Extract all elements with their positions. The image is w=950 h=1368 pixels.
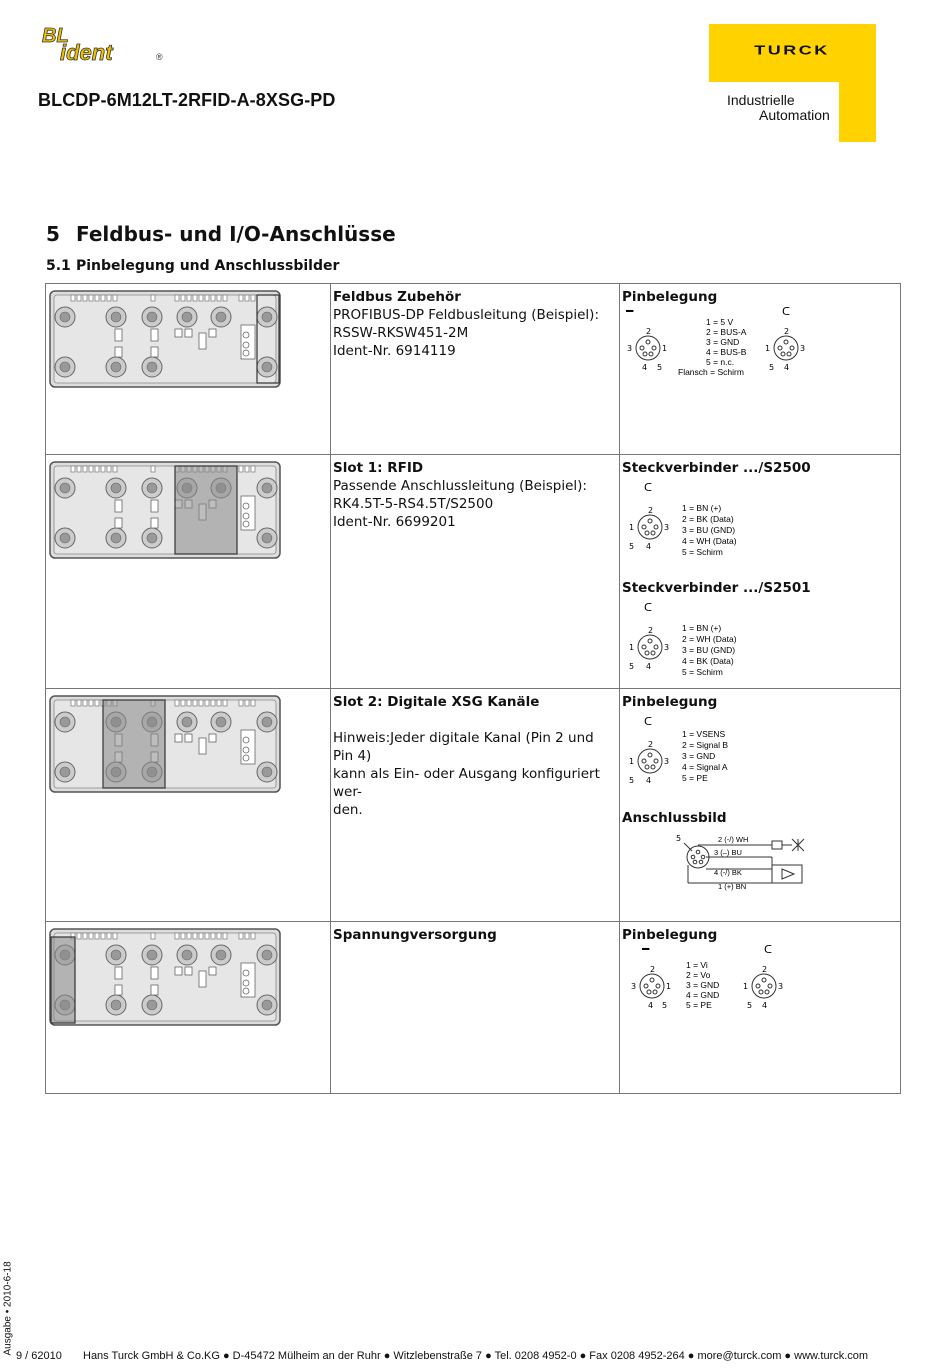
svg-text:3 = GND: 3 = GND xyxy=(706,337,740,347)
pinout-cell xyxy=(620,922,901,1094)
svg-text:5 = PE: 5 = PE xyxy=(682,773,708,783)
svg-text:1 = BN (+): 1 = BN (+) xyxy=(682,503,722,513)
svg-text:4: 4 xyxy=(762,1001,768,1010)
svg-text:4: 4 xyxy=(784,363,790,372)
svg-text:4 = BK (Data): 4 = BK (Data) xyxy=(682,656,734,666)
device-drawing-power xyxy=(49,927,283,1027)
svg-text:4: 4 xyxy=(646,542,652,551)
brand-tagline-1: Industrielle xyxy=(727,92,795,108)
turck-logo-text: TURCK xyxy=(754,43,830,58)
device-image-cell xyxy=(46,922,331,1094)
row-title: Slot 2: Digitale XSG Kanäle xyxy=(333,694,540,710)
female-plug-icon: ᑕ xyxy=(782,306,791,318)
svg-text:4 = GND: 4 = GND xyxy=(686,990,720,1000)
svg-text:1 (+) BN: 1 (+) BN xyxy=(718,882,747,891)
svg-text:5 = PE: 5 = PE xyxy=(686,1000,712,1010)
svg-text:3: 3 xyxy=(664,523,670,532)
svg-text:1 = 5 V: 1 = 5 V xyxy=(706,317,734,327)
svg-text:5: 5 xyxy=(629,542,635,551)
female-plug-icon: ᑕ xyxy=(644,601,653,614)
table-row xyxy=(46,455,901,689)
svg-text:3: 3 xyxy=(627,344,633,353)
svg-text:2: 2 xyxy=(648,506,654,515)
device-image-cell xyxy=(46,284,331,455)
row-line: kann als Ein- oder Ausgang konfiguriert wer- xyxy=(333,766,600,800)
svg-text:5: 5 xyxy=(747,1001,753,1010)
turck-logo-tail xyxy=(839,82,876,142)
device-image-cell xyxy=(46,455,331,689)
svg-text:3: 3 xyxy=(631,982,637,991)
svg-text:1 = Vi: 1 = Vi xyxy=(686,960,708,970)
svg-text:5: 5 xyxy=(769,363,775,372)
edition-date: Ausgabe • 2010-6-18 xyxy=(2,1261,14,1356)
row-line: RSSW-RKSW451-2M xyxy=(333,325,469,341)
pinout-title: Pinbelegung xyxy=(622,927,718,943)
svg-text:2 = Vo: 2 = Vo xyxy=(686,970,711,980)
pinout-title: Pinbelegung xyxy=(622,694,718,710)
table-row xyxy=(46,922,901,1094)
svg-text:4 = BUS-B: 4 = BUS-B xyxy=(706,347,747,357)
svg-text:4 = WH (Data): 4 = WH (Data) xyxy=(682,536,737,546)
svg-text:1: 1 xyxy=(666,982,672,991)
svg-text:2 = BK (Data): 2 = BK (Data) xyxy=(682,514,734,524)
svg-text:Flansch = Schirm: Flansch = Schirm xyxy=(678,367,744,376)
svg-text:2: 2 xyxy=(648,740,654,749)
row-line: Passende Anschlussleitung (Beispiel): xyxy=(333,478,587,494)
page-number: 9 / 62010 xyxy=(16,1350,62,1362)
svg-text:1 = BN (+): 1 = BN (+) xyxy=(682,623,722,633)
male-plug-icon: ━ xyxy=(626,306,634,318)
svg-text:5: 5 xyxy=(676,834,682,843)
pinout-title: Anschlussbild xyxy=(622,810,727,826)
female-plug-icon: ᑕ xyxy=(764,944,773,956)
svg-text:ident: ident xyxy=(60,40,113,65)
svg-text:3 = BU (GND): 3 = BU (GND) xyxy=(682,645,736,655)
row-line: Ident-Nr. 6699201 xyxy=(333,514,456,530)
svg-text:5 = Schirm: 5 = Schirm xyxy=(682,667,723,677)
svg-text:3: 3 xyxy=(664,643,670,652)
row-title: Slot 1: RFID xyxy=(333,460,424,476)
pinout-diagram-xsg xyxy=(622,711,822,791)
svg-text:2: 2 xyxy=(650,965,656,974)
bl-ident-logo xyxy=(40,24,168,66)
section-heading: 5 Feldbus- und I/O-Anschlüsse xyxy=(46,222,396,246)
device-image-cell xyxy=(46,689,331,922)
svg-text:5: 5 xyxy=(629,776,635,785)
svg-text:3 (–) BU: 3 (–) BU xyxy=(714,848,742,857)
row-line: PROFIBUS-DP Feldbusleitung (Beispiel): xyxy=(333,307,599,323)
female-plug-icon: ᑕ xyxy=(644,715,653,728)
svg-text:1: 1 xyxy=(629,523,635,532)
svg-text:5: 5 xyxy=(657,363,663,372)
row-line: den. xyxy=(333,802,363,818)
row-line: Hinweis:Jeder digitale Kanal (Pin 2 und Pin 4) xyxy=(333,730,594,764)
svg-text:3: 3 xyxy=(664,757,670,766)
pinout-cell xyxy=(620,455,901,689)
pinout-title: Pinbelegung xyxy=(622,289,718,305)
svg-text:2: 2 xyxy=(648,626,654,635)
description-cell xyxy=(331,455,620,689)
svg-text:1: 1 xyxy=(662,344,668,353)
svg-text:2 = BUS-A: 2 = BUS-A xyxy=(706,327,747,337)
svg-text:2 (-/) WH: 2 (-/) WH xyxy=(718,835,749,844)
svg-text:4: 4 xyxy=(646,662,652,671)
pinout-cell xyxy=(620,284,901,455)
table-row xyxy=(46,689,901,922)
svg-text:3: 3 xyxy=(800,344,806,353)
pinout-diagram-s2500 xyxy=(622,477,822,557)
pin-table xyxy=(45,283,901,1094)
svg-text:4: 4 xyxy=(648,1001,654,1010)
svg-text:3 = GND: 3 = GND xyxy=(682,751,716,761)
description-cell xyxy=(331,922,620,1094)
pinout-title: Steckverbinder .../S2500 xyxy=(622,460,811,476)
pinout-title: Steckverbinder .../S2501 xyxy=(622,580,811,596)
svg-text:4 (-/) BK: 4 (-/) BK xyxy=(714,868,742,877)
svg-text:1: 1 xyxy=(629,757,635,766)
pinout-diagram xyxy=(622,306,822,376)
device-drawing-fieldbus xyxy=(49,289,283,389)
svg-text:BL: BL xyxy=(42,25,69,47)
svg-text:5: 5 xyxy=(662,1001,668,1010)
pinout-cell xyxy=(620,689,901,922)
svg-text:4: 4 xyxy=(642,363,648,372)
svg-text:1: 1 xyxy=(629,643,635,652)
device-drawing-rfid xyxy=(49,460,283,560)
svg-text:3: 3 xyxy=(778,982,784,991)
svg-text:4: 4 xyxy=(646,776,652,785)
svg-text:4 = Signal A: 4 = Signal A xyxy=(682,762,728,772)
footer-address: Hans Turck GmbH & Co.KG ● D-45472 Mülheim an der Ruhr ● Witzlebenstraße 7 ● Tel. 0208 4952-0 ● Fax 0208 4952-264 ● more@turck.com ● www.turck.com xyxy=(83,1350,869,1362)
svg-text:1: 1 xyxy=(743,982,749,991)
svg-text:2: 2 xyxy=(784,327,790,336)
svg-text:5 = Schirm: 5 = Schirm xyxy=(682,547,723,557)
row-title: Spannungversorgung xyxy=(333,927,497,943)
row-line: Ident-Nr. 6914119 xyxy=(333,343,456,359)
brand-tagline-2: Automation xyxy=(759,107,830,123)
row-line: RK4.5T-5-RS4.5T/S2500 xyxy=(333,496,494,512)
row-title: Feldbus Zubehör xyxy=(333,289,461,305)
pinout-diagram-s2501 xyxy=(622,597,822,677)
svg-text:®: ® xyxy=(156,52,163,62)
pinout-diagram-power xyxy=(622,944,822,1014)
female-plug-icon: ᑕ xyxy=(644,481,653,494)
wiring-diagram xyxy=(622,827,822,897)
description-cell xyxy=(331,284,620,455)
subsection-heading: 5.1 Pinbelegung und Anschlussbilder xyxy=(46,258,340,274)
svg-text:5 = n.c.: 5 = n.c. xyxy=(706,357,735,367)
svg-text:2 = Signal B: 2 = Signal B xyxy=(682,740,729,750)
description-cell xyxy=(331,689,620,922)
svg-text:2 = WH (Data): 2 = WH (Data) xyxy=(682,634,737,644)
svg-text:1: 1 xyxy=(765,344,771,353)
svg-text:5: 5 xyxy=(629,662,635,671)
svg-text:3 = GND: 3 = GND xyxy=(686,980,720,990)
device-drawing-xsg xyxy=(49,694,283,794)
male-plug-icon: ━ xyxy=(642,944,650,956)
product-title: BLCDP-6M12LT-2RFID-A-8XSG-PD xyxy=(38,90,336,110)
svg-text:2: 2 xyxy=(646,327,652,336)
svg-text:3 = BU (GND): 3 = BU (GND) xyxy=(682,525,736,535)
svg-text:1 = VSENS: 1 = VSENS xyxy=(682,729,726,739)
svg-text:2: 2 xyxy=(762,965,768,974)
table-row xyxy=(46,284,901,455)
